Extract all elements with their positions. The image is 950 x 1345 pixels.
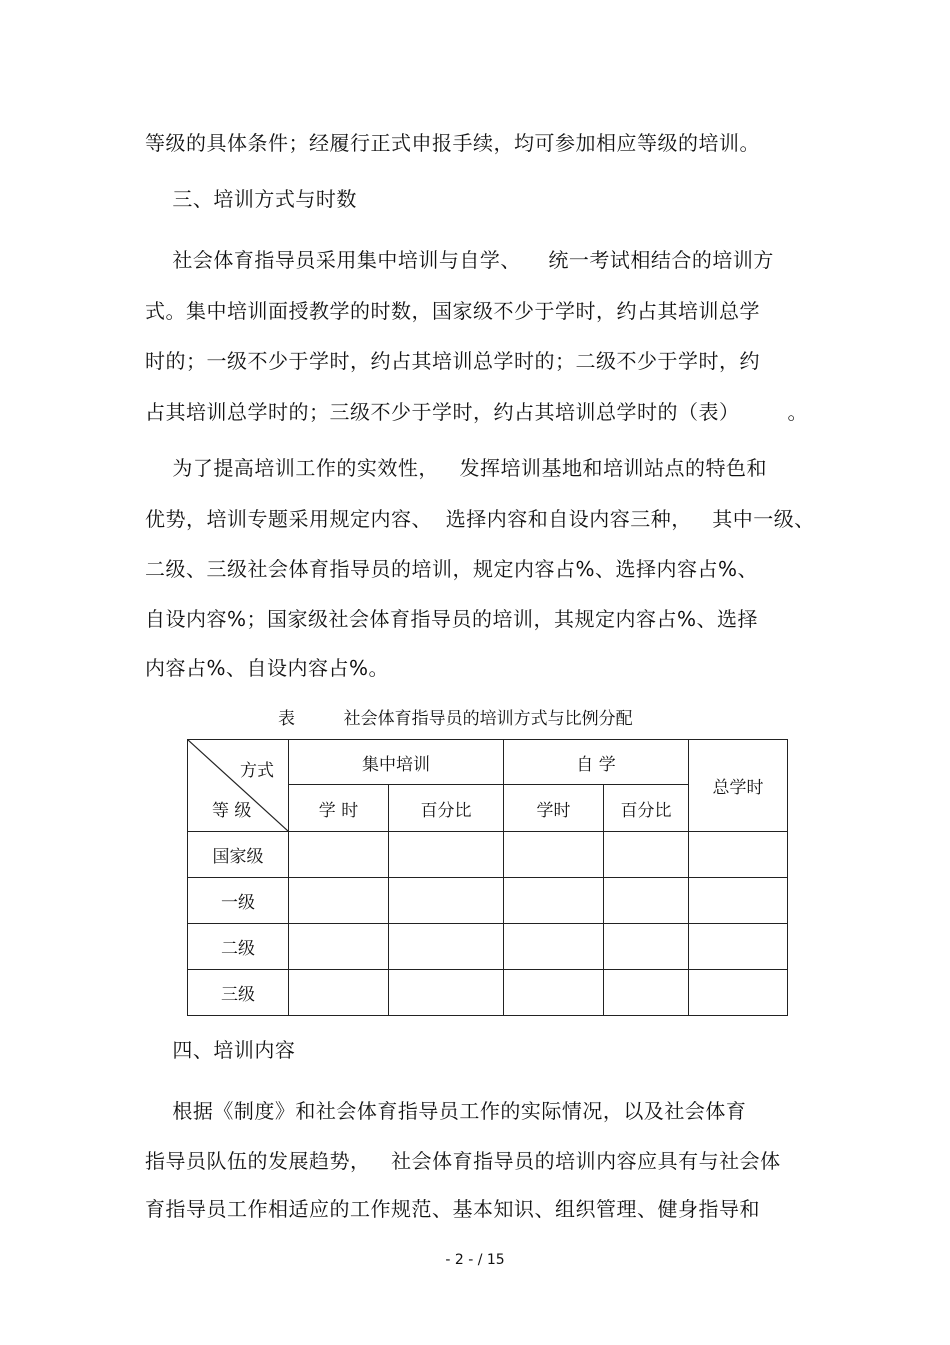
corner-cell <box>188 740 289 832</box>
table-cell <box>504 970 604 1016</box>
paragraph-line: 根据《制度》和社会体育指导员工作的实际情况，以及社会体育 <box>145 1099 747 1123</box>
paragraph-line: 内容占%、自设内容占%。 <box>145 656 390 680</box>
table-cell <box>604 970 689 1016</box>
table-cell <box>504 924 604 970</box>
page-number: - 2 - / 15 <box>445 1252 505 1268</box>
paragraph-line: 占其培训总学时的；三级不少于学时，约占其培训总学时的（表） 。 <box>145 400 809 424</box>
section-heading: 三、培训方式与时数 <box>145 187 357 211</box>
sub-header: 百分比 <box>389 785 504 832</box>
table-cell <box>604 924 689 970</box>
row-label: 国家级 <box>188 832 289 878</box>
paragraph-line: 指导员队伍的发展趋势， 社会体育指导员的培训内容应具有与社会体 <box>145 1149 781 1173</box>
sub-header: 学 时 <box>289 785 389 832</box>
table-row <box>188 832 788 878</box>
corner-top-label: 方式 <box>240 761 274 781</box>
table-cell <box>389 970 504 1016</box>
table-cell <box>504 832 604 878</box>
group-header: 自 学 <box>504 740 689 785</box>
table-row <box>188 924 788 970</box>
paragraph-line: 为了提高培训工作的实效性， 发挥培训基地和培训站点的特色和 <box>145 456 768 480</box>
row-label: 三级 <box>188 970 289 1016</box>
paragraph-line: 二级、三级社会体育指导员的培训，规定内容占%、选择内容占%、 <box>145 557 759 581</box>
paragraph-line: 式。集中培训面授教学的时数，国家级不少于学时，约占其培训总学 <box>145 299 760 323</box>
section-heading: 四、培训内容 <box>145 1038 296 1062</box>
table-cell <box>289 832 389 878</box>
table-cell <box>289 878 389 924</box>
table-cell <box>389 832 504 878</box>
table-cell <box>689 924 788 970</box>
table-cell <box>604 878 689 924</box>
sub-header: 学时 <box>504 785 604 832</box>
total-header: 总学时 <box>689 740 788 832</box>
table-cell <box>689 878 788 924</box>
training-table <box>187 739 788 1016</box>
group-header: 集中培训 <box>289 740 504 785</box>
table-row <box>188 878 788 924</box>
paragraph-line: 社会体育指导员采用集中培训与自学、 统一考试相结合的培训方 <box>145 248 774 272</box>
table-cell <box>389 878 504 924</box>
table-cell <box>504 878 604 924</box>
paragraph-line: 优势，培训专题采用规定内容、 选择内容和自设内容三种， 其中一级、 <box>145 507 815 531</box>
table-row <box>188 970 788 1016</box>
table-cell <box>289 924 389 970</box>
table-cell <box>689 970 788 1016</box>
table-cell <box>289 970 389 1016</box>
paragraph-line: 时的；一级不少于学时，约占其培训总学时的；二级不少于学时，约 <box>145 349 760 373</box>
sub-header: 百分比 <box>604 785 689 832</box>
row-label: 一级 <box>188 878 289 924</box>
paragraph-line: 自设内容%；国家级社会体育指导员的培训，其规定内容占%、选择 <box>145 607 759 631</box>
table-cell <box>689 832 788 878</box>
table-caption: 表 社会体育指导员的培训方式与比例分配 <box>278 709 633 729</box>
paragraph-line: 等级的具体条件；经履行正式申报手续，均可参加相应等级的培训。 <box>145 131 760 155</box>
table-cell <box>604 832 689 878</box>
row-label: 二级 <box>188 924 289 970</box>
corner-bottom-label: 等 级 <box>212 801 252 821</box>
table-cell <box>389 924 504 970</box>
paragraph-line: 育指导员工作相适应的工作规范、基本知识、组织管理、健身指导和 <box>145 1197 760 1221</box>
